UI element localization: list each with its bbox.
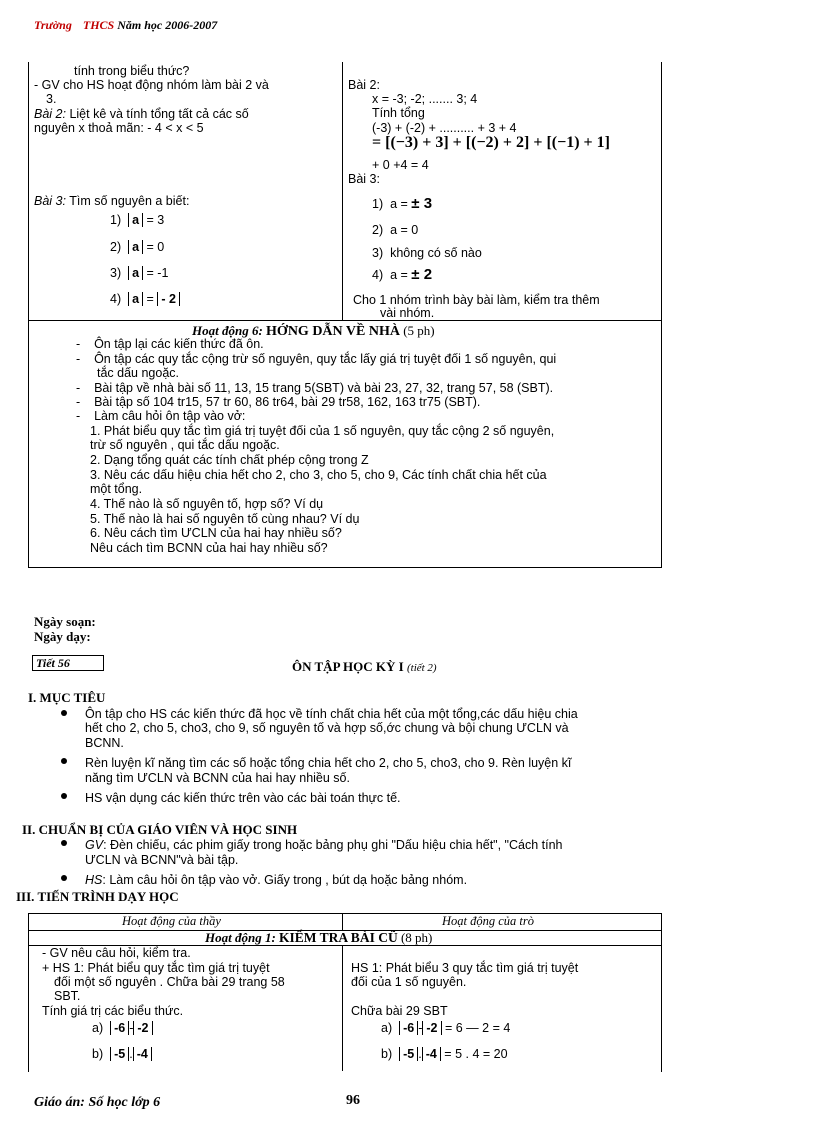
text-line: 3. — [46, 92, 57, 106]
hd6-numbered: 1. Phát biểu quy tắc tìm giá trị tuyệt đối của 1 số nguyên, quy tắc cộng 2 số nguyên, — [90, 424, 555, 438]
answer-b — [381, 1047, 508, 1061]
top-table-divider — [342, 62, 343, 320]
text-line: Tính giá trị các biểu thức. — [42, 1004, 184, 1018]
hd6-main: HỚNG DẪN VỀ NHÀ — [266, 324, 400, 339]
abs-value: a — [128, 213, 143, 227]
abs-value: -6 — [110, 1021, 129, 1035]
item-number: 3) — [110, 266, 122, 280]
expr-op: . — [129, 1047, 133, 1061]
expr-b — [92, 1047, 152, 1061]
section-3-title: III. TIẾN TRÌNH DẠY HỌC — [16, 889, 179, 904]
hd6-numbered: 6. Nêu cách tìm ƯCLN của hai hay nhiều số? — [90, 526, 342, 540]
tiet-label: Tiết 56 — [36, 656, 70, 670]
answer-1 — [372, 197, 432, 211]
expr-label: a) — [92, 1021, 104, 1035]
footer-title: Giáo án: Số học lớp 6 — [34, 1095, 161, 1110]
text-line: SBT. — [54, 989, 81, 1003]
abs-value: a — [128, 266, 143, 280]
expr-op: . — [418, 1047, 422, 1061]
tiet-box — [32, 655, 104, 671]
hd6-numbered: 3. Nêu các dấu hiệu chia hết cho 2, cho 3, cho 5, cho 9, Các tính chất chia hết của — [90, 468, 547, 482]
hd6-bullet: Ôn tập lại các kiến thức đã ôn. — [94, 337, 264, 351]
answer-number: 2) — [372, 223, 384, 237]
expr-label: b) — [92, 1047, 104, 1061]
expr-op: - — [129, 1021, 134, 1035]
text-line: đối của 1 số nguyên. — [351, 975, 467, 989]
abs-value: -4 — [422, 1047, 441, 1061]
text-line: - GV cho HS hoạt động nhóm làm bài 2 và — [34, 78, 269, 92]
header-left: Hoạt động của thầy — [122, 914, 221, 928]
bottom-header-divider — [342, 913, 343, 930]
text-line: HS 1: Phát biểu 3 quy tắc tìm giá trị tuyệt — [351, 961, 579, 975]
hs-text: : Làm câu hỏi ôn tập vào vở. Giấy trong , bút dạ hoặc bảng nhóm. — [102, 873, 468, 887]
lesson-title — [292, 659, 437, 675]
answer-number: 1) — [372, 197, 384, 211]
answer-text: không có số nào — [390, 246, 482, 260]
item-rhs: = -1 — [146, 266, 169, 280]
item-number: 4) — [110, 292, 122, 306]
text-line: Cho 1 nhóm trình bày bài làm, kiểm tra thêm — [353, 293, 600, 307]
text-line: - GV nêu câu hỏi, kiểm tra. — [42, 946, 191, 960]
hd6-numbered: trừ số nguyên , qui tắc dấu ngoặc. — [90, 438, 280, 452]
answer-number: 3) — [372, 246, 384, 260]
abs-value: - 2 — [157, 292, 180, 306]
header-year: Năm học 2006-2007 — [117, 18, 218, 32]
text-line: tính trong biểu thức? — [74, 64, 190, 78]
hd6-numbered: 2. Dạng tổng quát các tính chất phép cộng trong Z — [90, 453, 369, 467]
abs-value: -6 — [399, 1021, 418, 1035]
answer-text: a = — [390, 268, 408, 282]
bullet-icon — [61, 758, 67, 764]
gv-text: : Đèn chiếu, các phim giấy trong hoặc bảng phụ ghi "Dấu hiệu chia hết", "Cách tính — [103, 838, 563, 852]
lesson-subtitle: (tiết 2) — [406, 662, 437, 674]
bullet-icon — [61, 793, 67, 799]
abs-value: -2 — [133, 1021, 152, 1035]
answer-text: a = — [390, 197, 408, 211]
date-day: Ngày dạy: — [34, 629, 91, 644]
text-line: HS vận dụng các kiến thức trên vào các bài toán thực tế. — [85, 791, 401, 805]
hd1-label: Hoạt động 1: — [205, 930, 276, 945]
answer-a — [381, 1021, 510, 1035]
text-line: x = -3; -2; ....... 3; 4 — [372, 92, 478, 106]
bai2-label: Bài 2: — [34, 107, 66, 121]
answer-value: ± 2 — [411, 266, 433, 283]
bottom-table-divider — [342, 945, 343, 1071]
bai3-line — [34, 194, 189, 208]
section-1-title: I. MỤC TIÊU — [28, 690, 106, 705]
hd6-bullet: tắc dấu ngoặc. — [97, 366, 180, 380]
header-prefix: Trường — [34, 18, 72, 32]
bullet-icon — [61, 875, 67, 881]
hd6-numbered: 5. Thế nào là hai số nguyên tố cùng nhau? Ví dụ — [90, 512, 360, 526]
hd6-bullet: Làm câu hỏi ôn tập vào vở: — [94, 409, 246, 423]
header-school: THCS — [82, 18, 115, 32]
hd6-bullet: Ôn tập các quy tắc cộng trừ số nguyên, quy tắc lấy giá trị tuyệt đối 1 số nguyên, qui — [94, 352, 557, 366]
abs-value: a — [128, 240, 143, 254]
text-line: Ôn tập cho HS các kiến thức đã học về tính chất chia hết của một tổng,các dấu hiệu chia — [85, 707, 578, 721]
answer-4 — [372, 268, 432, 282]
lesson-title-text: ÔN TẬP HỌC KỲ I — [292, 659, 404, 674]
abs-value: a — [128, 292, 143, 306]
answer-result: = 6 — 2 = 4 — [444, 1021, 511, 1035]
page-number: 96 — [346, 1093, 360, 1108]
item-number: 1) — [110, 213, 122, 227]
hs-label: HS — [85, 873, 103, 887]
hd6-bullet: Bài tập về nhà bài số 11, 13, 15 trang 5(SBT) và bài 23, 27, 32, trang 57, 58 (SBT). — [94, 381, 554, 395]
expr-label: a) — [381, 1021, 393, 1035]
answer-text: a = 0 — [390, 223, 419, 237]
text-line: + 0 +4 = 4 — [372, 158, 429, 172]
bai3-item-2 — [110, 240, 164, 254]
bai2-line — [34, 107, 249, 121]
bullet-icon — [61, 710, 67, 716]
section-2-title: II. CHUẨN BỊ CỦA GIÁO VIÊN VÀ HỌC SINH — [22, 822, 298, 837]
item-rhs: = 3 — [146, 213, 165, 227]
text-line: ƯCLN và BCNN"và bài tập. — [85, 853, 239, 867]
item-rhs: = — [146, 292, 154, 306]
hd6-numbered: 4. Thế nào là số nguyên tố, hợp số? Ví dụ — [90, 497, 324, 511]
text-line: BCNN. — [85, 736, 124, 750]
text-line: vài nhóm. — [380, 306, 435, 320]
gv-label: GV — [85, 838, 104, 852]
expr-label: b) — [381, 1047, 393, 1061]
hd6-numbered: Nêu cách tìm BCNN của hai hay nhiều số? — [90, 541, 328, 555]
hd6-time: (5 ph) — [403, 323, 435, 338]
expr-op: - — [418, 1021, 423, 1035]
answer-result: = 5 . 4 = 20 — [444, 1047, 508, 1061]
abs-value: -5 — [110, 1047, 129, 1061]
text-line: Chữa bài 29 SBT — [351, 1004, 448, 1018]
bai3-text: Tìm số nguyên a biết: — [69, 194, 190, 208]
expr-a — [92, 1021, 153, 1035]
text-line: Rèn luyện kĩ năng tìm các số hoặc tổng chia hết cho 2, cho 5, cho3, cho 9. Rèn luyện kĩ — [85, 756, 572, 770]
text-line: Bài 3: — [348, 172, 380, 186]
hd1-title — [205, 930, 432, 946]
text-line: nguyên x thoả mãn: - 4 < x < 5 — [34, 121, 204, 135]
item-rhs: = 0 — [146, 240, 165, 254]
answer-2 — [372, 223, 418, 237]
answer-value: ± 3 — [411, 195, 433, 212]
answer-3 — [372, 246, 482, 260]
hd6-label: Hoạt động 6: — [192, 323, 263, 338]
abs-value: -5 — [399, 1047, 418, 1061]
grouped-sum: = [(−3) + 3] + [(−2) + 2] + [(−1) + 1] — [372, 134, 610, 151]
text-line: Bài 2: — [348, 78, 380, 92]
hd1-time: (8 ph) — [400, 930, 433, 945]
text-line: năng tìm ƯCLN và BCNN của hai hay nhiều số. — [85, 771, 350, 785]
header-right: Hoạt động của trò — [442, 914, 535, 928]
bai2-text: Liệt kê và tính tổng tất cả các số — [69, 107, 249, 121]
answer-number: 4) — [372, 268, 384, 282]
text-line: hết cho 2, cho 5, cho3, cho 9, số nguyên tố và hợp số,ớc chung và bội chung ƯCLN và — [85, 721, 569, 735]
bai3-item-4 — [110, 292, 180, 306]
hd6-bullet: Bài tập số 104 tr15, 57 tr 60, 86 tr64, bài 29 tr58, 162, 163 tr75 (SBT). — [94, 395, 481, 409]
text-line: + HS 1: Phát biểu quy tắc tìm giá trị tuyệt — [42, 961, 270, 975]
abs-value: -2 — [422, 1021, 441, 1035]
hd6-numbered: một tổng. — [90, 482, 143, 496]
item-number: 2) — [110, 240, 122, 254]
text-line: (-3) + (-2) + .......... + 3 + 4 — [372, 121, 517, 135]
page-header — [34, 18, 217, 33]
date-soan: Ngày soạn: — [34, 614, 96, 629]
bai3-item-3 — [110, 266, 168, 280]
top-table-row-line — [28, 320, 661, 321]
bullet-icon — [61, 840, 67, 846]
text-line: đối một số nguyên . Chữa bài 29 trang 58 — [54, 975, 285, 989]
bai3-label: Bài 3: — [34, 194, 66, 208]
hd1-main: KIỂM TRA BÀI CŨ — [279, 930, 398, 945]
text-line: Tính tổng — [372, 106, 425, 120]
abs-value: -4 — [133, 1047, 152, 1061]
bai3-item-1 — [110, 213, 164, 227]
